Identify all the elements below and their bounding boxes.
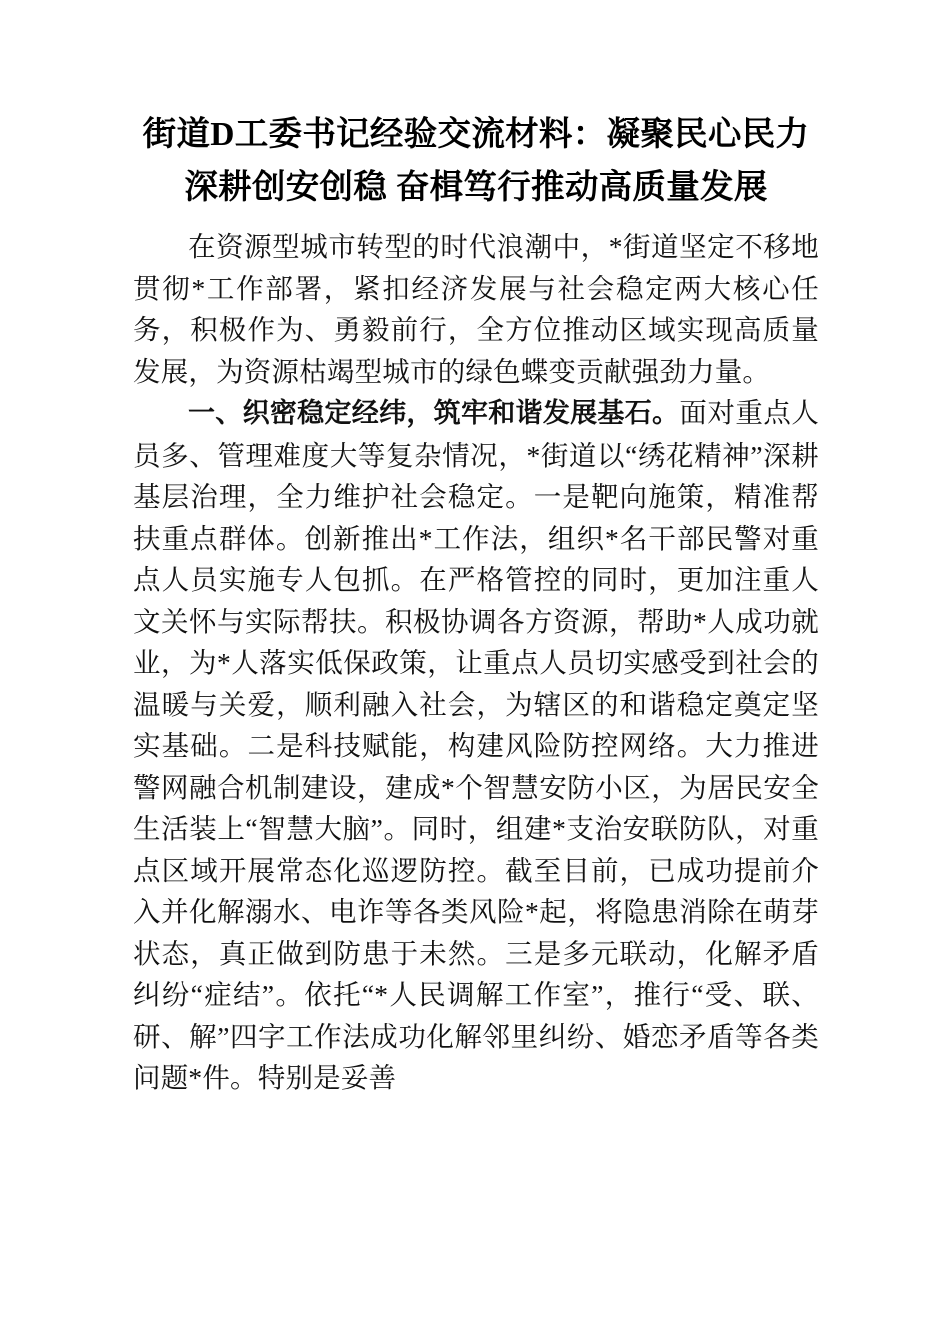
page-title: 街道D工委书记经验交流材料：凝聚民心民力 深耕创安创稳 奋楫笃行推动高质量发展 [142, 116, 819, 206]
paragraph-intro: 在资源型城市转型的时代浪潮中，*街道坚定不移地贯彻*工作部署，紧扣经济发展与社会稳定两大核心任务，积极作为、勇毅前行，全方位推动区域实现高质量发展，为资源枯竭型城市的绿色蝶变贡献强劲力量。 [133, 231, 819, 387]
page-content-area [133, 108, 819, 1099]
section-heading-one: 一、织密稳定经纬，筑牢和谐发展基石。 [188, 398, 680, 428]
paragraph-section-one [133, 392, 819, 1099]
document-body [133, 226, 819, 1099]
section-body-one: 面对重点人员多、管理难度大等复杂情况，*街道以“绣花精神”深耕基层治理，全力维护社会稳定。一是靶向施策，精准帮扶重点群体。创新推出*工作法，组织*名干部民警对重点人员实施专人包抓。在严格管控的同时，更加注重人文关怀与实际帮扶。积极协调各方资源，帮助*人成功就业，为*人落实低保政策，让重点人员切实感受到社会的温暖与关爱，顺利融入社会，为辖区的和谐稳定奠定坚实基础。二是科技赋能，构建风险防控网络。大力推进警网融合机制建设，建成*个智慧安防小区，为居民安全生活装上“智慧大脑”。同时，组建*支治安联防队，对重点区域开展常态化巡逻防控。截至目前，已成功提前介入并化解溺水、电诈等各类风险*起，将隐患消除在萌芽状态，真正做到防患于未然。三是多元联动，化解矛盾纠纷“症结”。依托“*人民调解工作室”，推行“受、联、研、解”四字工作法成功化解邻里纠纷、婚恋矛盾等各类问题*件。特别是妥善 [133, 397, 820, 1093]
